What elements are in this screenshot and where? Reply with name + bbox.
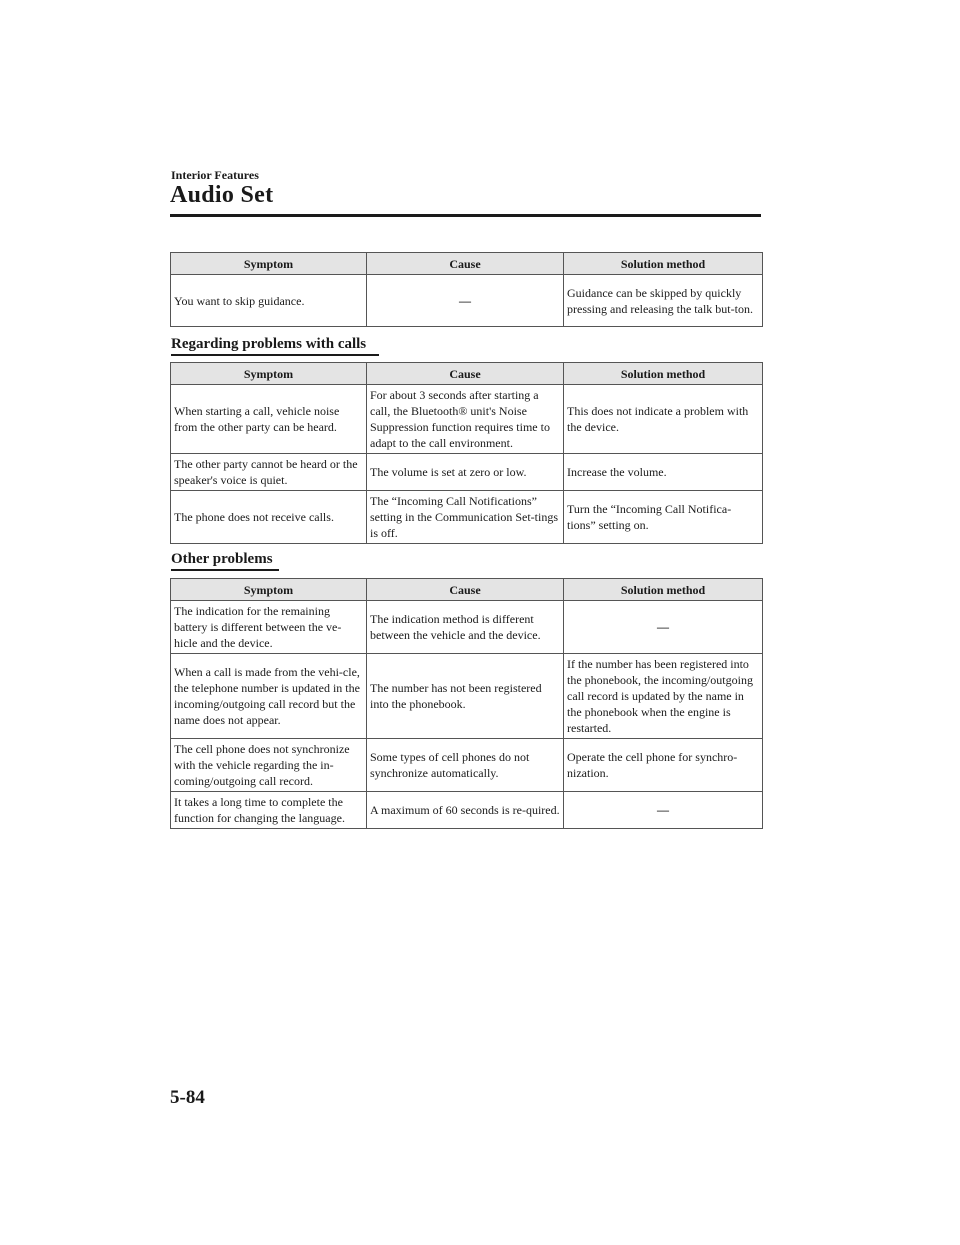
page-number: 5-84 — [170, 1087, 205, 1108]
symptom-cell: When starting a call, vehicle noise from the other party can be heard. — [171, 385, 367, 454]
symptom-cell: You want to skip guidance. — [171, 275, 367, 327]
table-header-row — [171, 363, 763, 385]
title-rule — [170, 214, 761, 217]
calls-table — [170, 362, 763, 544]
table-header-row — [171, 579, 763, 601]
other-table — [170, 578, 763, 829]
table-header-row — [171, 253, 763, 275]
header-cause: Cause — [367, 363, 564, 385]
solution-cell: This does not indicate a problem with the device. — [564, 385, 763, 454]
header-solution: Solution method — [564, 579, 763, 601]
page-title: Audio Set — [170, 182, 274, 208]
section-label: Interior Features — [171, 168, 259, 182]
header-symptom: Symptom — [171, 579, 367, 601]
solution-cell: Operate the cell phone for synchro-nization. — [564, 739, 763, 792]
symptom-cell: The indication for the remaining battery is different between the ve-hicle and the device. — [171, 601, 367, 654]
symptom-cell: When a call is made from the vehi-cle, the telephone number is updated in the incoming/outgoing call record but the name does not appear. — [171, 654, 367, 739]
table-row — [171, 601, 763, 654]
header-symptom: Symptom — [171, 253, 367, 275]
cause-cell: The number has not been registered into the phonebook. — [367, 654, 564, 739]
table-row — [171, 275, 763, 327]
table-row — [171, 385, 763, 454]
table-row — [171, 739, 763, 792]
cause-cell: For about 3 seconds after starting a call, the Bluetooth® unit's Noise Suppression function requires time to adapt to the call environment. — [367, 385, 564, 454]
cause-cell: The “Incoming Call Notifications” setting in the Communication Set-tings is off. — [367, 491, 564, 544]
solution-cell: — — [564, 792, 763, 829]
table-row — [171, 454, 763, 491]
calls-heading-underline — [171, 354, 379, 356]
symptom-cell: The cell phone does not synchronize with the vehicle regarding the in-coming/outgoing call record. — [171, 739, 367, 792]
table-row — [171, 654, 763, 739]
cause-cell: — — [367, 275, 564, 327]
solution-cell: Increase the volume. — [564, 454, 763, 491]
header-symptom: Symptom — [171, 363, 367, 385]
calls-heading-text: Regarding problems with calls — [171, 336, 367, 352]
table-row — [171, 792, 763, 829]
symptom-cell: The phone does not receive calls. — [171, 491, 367, 544]
header-solution: Solution method — [564, 363, 763, 385]
symptom-cell: The other party cannot be heard or the speaker's voice is quiet. — [171, 454, 367, 491]
symptom-cell: It takes a long time to complete the function for changing the language. — [171, 792, 367, 829]
solution-cell: If the number has been registered into the phonebook, the incoming/outgoing call record is updated by the name in the phonebook when the engine is restarted. — [564, 654, 763, 739]
header-cause: Cause — [367, 253, 564, 275]
guidance-table — [170, 252, 763, 327]
cause-cell: Some types of cell phones do not synchronize automatically. — [367, 739, 564, 792]
calls-heading — [171, 336, 366, 353]
solution-cell: — — [564, 601, 763, 654]
other-heading-underline — [171, 569, 279, 571]
other-heading-text: Other problems — [171, 551, 273, 567]
other-heading — [171, 551, 273, 568]
cause-cell: The volume is set at zero or low. — [367, 454, 564, 491]
solution-cell: Guidance can be skipped by quickly pressing and releasing the talk but-ton. — [564, 275, 763, 327]
solution-cell: Turn the “Incoming Call Notifica-tions” setting on. — [564, 491, 763, 544]
cause-cell: A maximum of 60 seconds is re-quired. — [367, 792, 564, 829]
header-solution: Solution method — [564, 253, 763, 275]
cause-cell: The indication method is different between the vehicle and the device. — [367, 601, 564, 654]
table-row — [171, 491, 763, 544]
header-cause: Cause — [367, 579, 564, 601]
